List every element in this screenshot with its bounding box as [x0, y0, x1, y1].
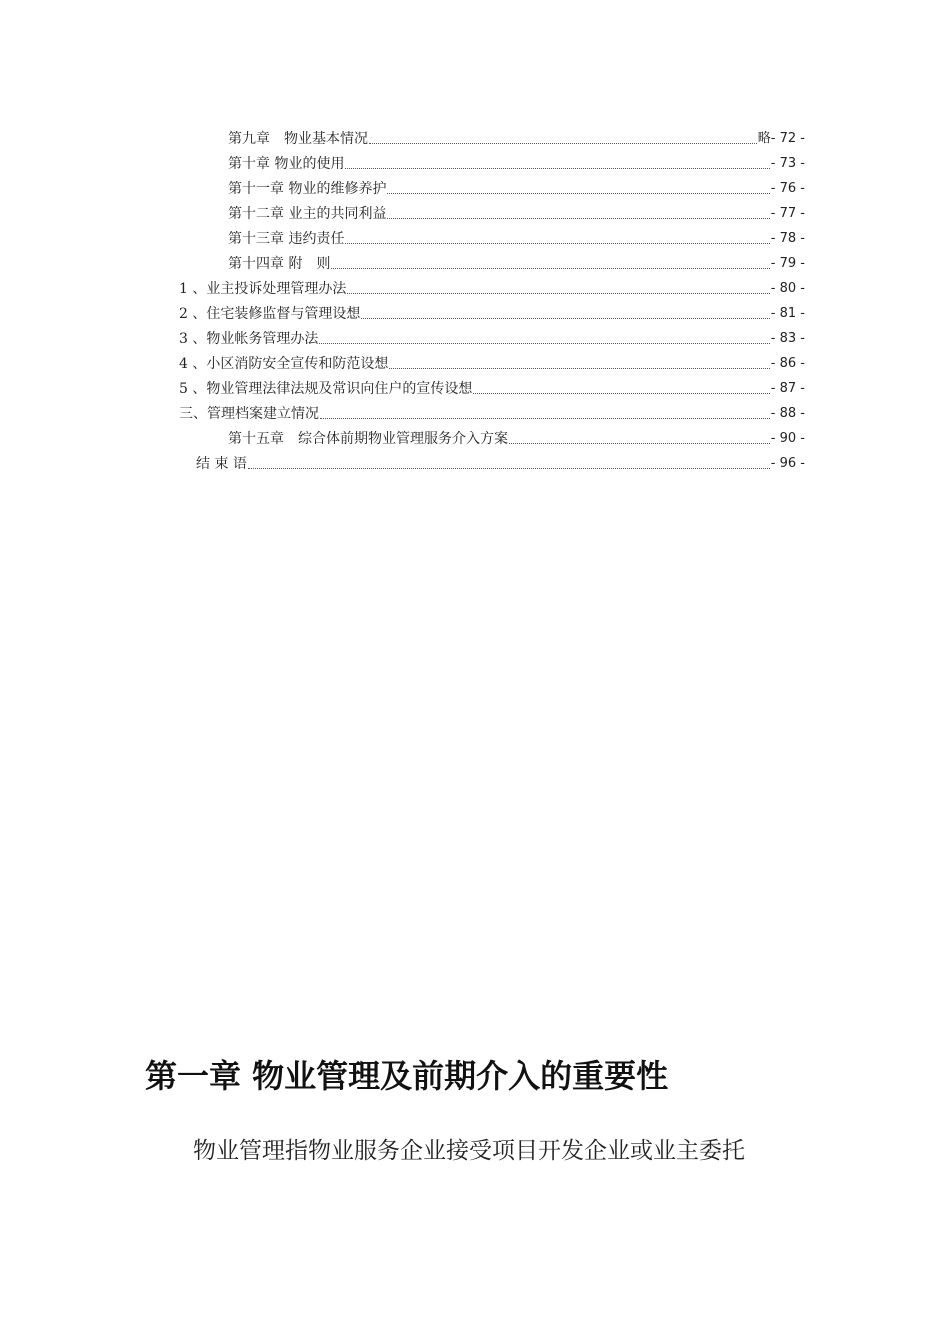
toc-entry-title: 第十一章 物业的维修养护	[228, 181, 387, 197]
toc-leader-dots	[473, 392, 769, 394]
toc-entry-title: 第十章 物业的使用	[228, 156, 345, 172]
toc-leader-dots	[387, 192, 769, 194]
toc-leader-dots	[319, 342, 769, 344]
toc-entry-page: - 87 -	[770, 381, 805, 396]
toc-entry-page: - 80 -	[770, 281, 805, 296]
toc-entry-page: - 96 -	[770, 456, 805, 471]
toc-entry[interactable]	[228, 424, 805, 448]
toc-entry-page: - 88 -	[770, 406, 805, 421]
toc-entry[interactable]	[228, 224, 805, 248]
toc-entry-title: 1 、业主投诉处理管理办法	[179, 281, 347, 297]
toc-entry-title: 3 、物业帐务管理办法	[179, 331, 319, 347]
toc-entry[interactable]	[179, 374, 805, 398]
toc-leader-dots	[369, 142, 757, 144]
toc-leader-dots	[345, 167, 769, 169]
toc-entry-title: 第十四章 附 则	[228, 256, 331, 272]
toc-entry[interactable]	[196, 449, 805, 473]
toc-leader-dots	[320, 417, 770, 419]
chapter-heading: 第一章 物业管理及前期介入的重要性	[145, 1057, 669, 1095]
toc-entry-page: - 78 -	[770, 231, 805, 246]
toc-entry-title: 第九章 物业基本情况	[228, 131, 368, 147]
toc-entry-page: - 83 -	[770, 331, 805, 346]
toc-entry-page: - 73 -	[770, 156, 805, 171]
toc-entry-page: - 81 -	[770, 306, 805, 321]
toc-entry-title: 三、管理档案建立情况	[179, 406, 319, 422]
toc-entry-title: 第十五章 综合体前期物业管理服务介入方案	[228, 431, 508, 447]
toc-leader-dots	[387, 217, 769, 219]
toc-leader-dots	[331, 267, 769, 269]
toc-entry-title: 5 、物业管理法律法规及常识向住户的宣传设想	[179, 381, 473, 397]
toc-entry[interactable]	[228, 174, 805, 198]
toc-leader-dots	[389, 367, 769, 369]
toc-entry-page: - 90 -	[770, 431, 805, 446]
toc-leader-dots	[347, 292, 769, 294]
toc-entry[interactable]	[179, 349, 805, 373]
toc-entry[interactable]	[228, 124, 805, 148]
toc-entry-title: 第十二章 业主的共同利益	[228, 206, 387, 222]
toc-leader-dots	[345, 242, 769, 244]
toc-entry-title: 结 束 语	[196, 456, 247, 472]
toc-entry[interactable]	[179, 274, 805, 298]
toc-entry-page: - 86 -	[770, 356, 805, 371]
toc-entry[interactable]	[179, 299, 805, 323]
toc-entry[interactable]	[228, 249, 805, 273]
toc-leader-dots	[248, 467, 770, 469]
toc-entry-page: - 79 -	[770, 256, 805, 271]
body-paragraph: 物业管理指物业服务企业接受项目开发企业或业主委托	[193, 1138, 745, 1164]
toc-entry-page: 略- 72 -	[757, 131, 805, 146]
toc-leader-dots	[361, 317, 769, 319]
toc-entry-page: - 77 -	[770, 206, 805, 221]
toc-entry[interactable]	[228, 199, 805, 223]
toc-entry[interactable]	[179, 324, 805, 348]
toc-entry-title: 4 、小区消防安全宣传和防范设想	[179, 356, 389, 372]
toc-entry[interactable]	[179, 399, 805, 423]
toc-entry[interactable]	[228, 149, 805, 173]
toc-entry-page: - 76 -	[770, 181, 805, 196]
toc-entry-title: 第十三章 违约责任	[228, 231, 345, 247]
toc-leader-dots	[509, 442, 770, 444]
toc-entry-title: 2 、住宅装修监督与管理设想	[179, 306, 361, 322]
